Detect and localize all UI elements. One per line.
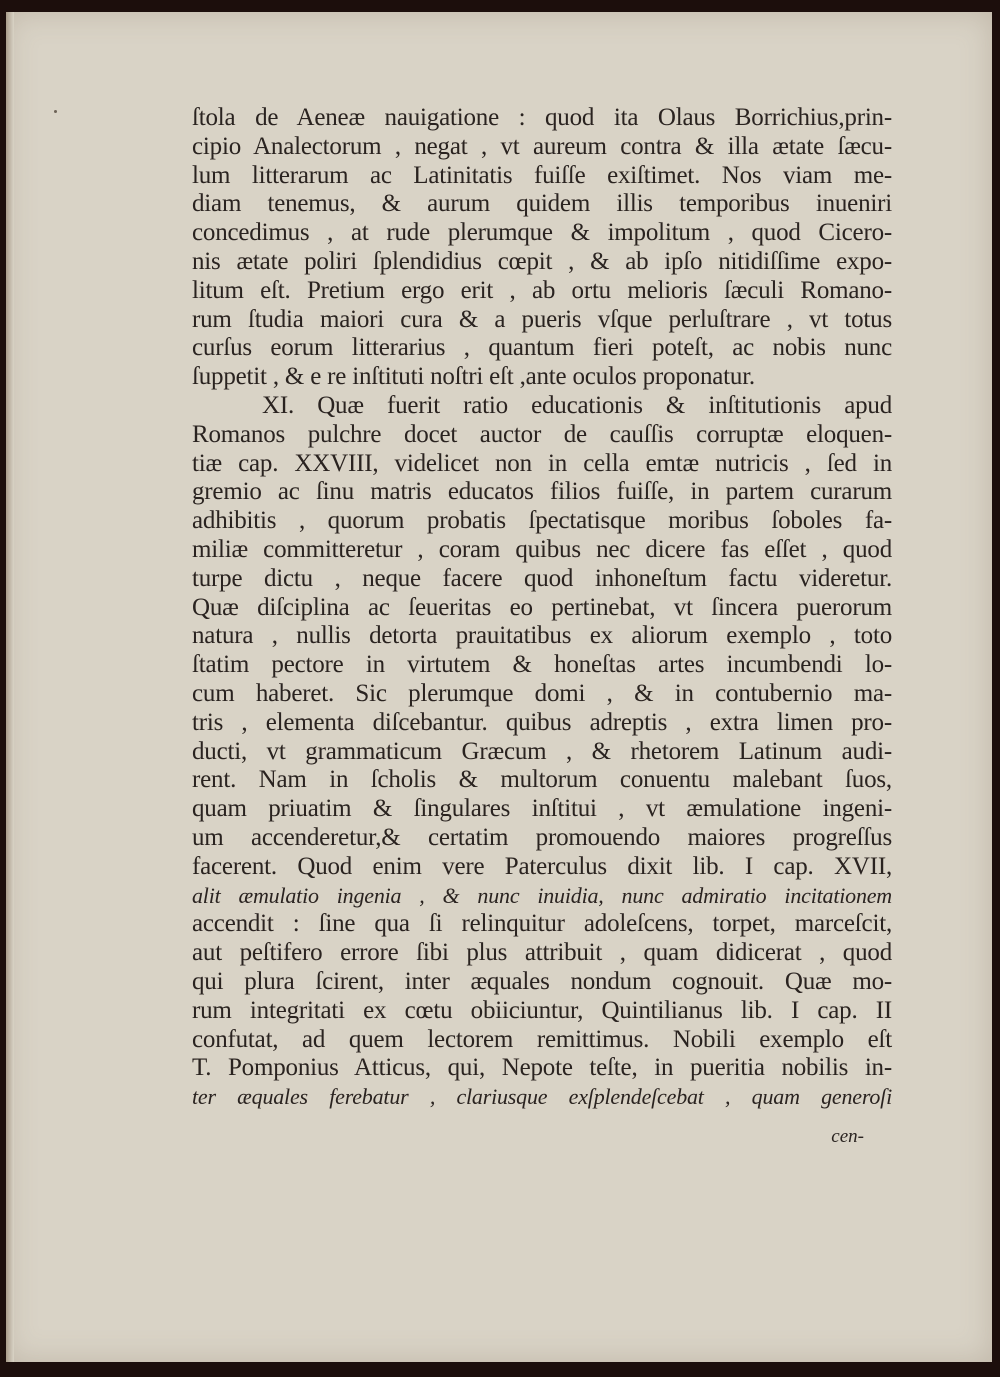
text-line: um accenderetur,& certatim promouendo maiores progreſſus [192, 823, 892, 851]
text-line: nis ætate poliri ſplendidius cœpit , & ab ipſo nitidiſſime expo- [192, 247, 892, 275]
quotation-line: alit æmulatio ingenia , & nunc inuidia, nunc admiratio incitationem [192, 882, 892, 908]
text-line: rum integritati ex cœtu obiiciuntur, Quintilianus lib. I cap. II [192, 996, 892, 1024]
text-line: Quæ diſciplina ac ſeueritas eo pertinebat, vt ſincera puerorum [192, 593, 892, 621]
text-line: cum haberet. Sic plerumque domi , & in contubernio ma- [192, 679, 892, 707]
body-text [192, 104, 892, 1112]
text-line: facerent. Quod enim vere Paterculus dixit lib. I cap. XVII, [192, 852, 892, 880]
text-line: accendit : ſine qua ſi relinquitur adoleſcens, torpet, marceſcit, [192, 910, 892, 938]
text-line: turpe dictu , neque facere quod inhoneſtum factu videretur. [192, 564, 892, 592]
quotation-line: ter æquales ferebatur , clariusque exſplendeſcebat , quam generoſi [192, 1084, 892, 1110]
text-line: natura , nullis detorta prauitatibus ex aliorum exemplo , toto [192, 622, 892, 650]
text-line: curſus eorum litterarius , quantum fieri poteſt, ac nobis nunc [192, 334, 892, 362]
catchword: cen- [831, 1126, 864, 1147]
text-line: diam tenemus, & aurum quidem illis temporibus inueniri [192, 190, 892, 218]
text-line: T. Pomponius Atticus, qui, Nepote teſte, in pueritia nobilis in- [192, 1054, 892, 1082]
text-line: adhibitis , quorum probatis ſpectatisque moribus ſoboles fa- [192, 507, 892, 535]
text-line: litum eſt. Pretium ergo erit , ab ortu melioris ſæculi Romano- [192, 276, 892, 304]
text-line: concedimus , at rude plerumque & impolitum , quod Cicero- [192, 219, 892, 247]
text-line: gremio ac ſinu matris educatos filios fuiſſe, in partem curarum [192, 478, 892, 506]
text-line: aut peſtifero errore ſibi plus attribuit , quam didicerat , quod [192, 939, 892, 967]
text-line: ſtatim pectore in virtutem & honeſtas artes incumbendi lo- [192, 651, 892, 679]
page-edge-shadow [6, 12, 14, 1362]
text-line: lum litterarum ac Latinitatis fuiſſe exiſtimet. Nos viam me- [192, 161, 892, 189]
text-line: rum ſtudia maiori cura & a pueris vſque perluſtrare , vt totus [192, 305, 892, 333]
text-line: ducti, vt grammaticum Græcum , & rhetorem Latinum audi- [192, 737, 892, 765]
text-line: ſtola de Aeneæ nauigatione : quod ita Olaus Borrichius,prin- [192, 104, 892, 131]
text-line: confutat, ad quem lectorem remittimus. Nobili exemplo eſt [192, 1025, 892, 1053]
book-page [6, 12, 992, 1362]
paper-speck [54, 110, 57, 113]
text-line: qui plura ſcirent, inter æquales nondum cognouit. Quæ mo- [192, 967, 892, 995]
text-line: tris , elementa diſcebantur. quibus adreptis , extra limen pro- [192, 708, 892, 736]
text-line: Romanos pulchre docet auctor de cauſſis corruptæ eloquen- [192, 420, 892, 448]
section-start-line: XI. Quæ fuerit ratio educationis & inſtitutionis apud [262, 391, 892, 419]
text-line: tiæ cap. XXVIII, videlicet non in cella emtæ nutricis , ſed in [192, 449, 892, 477]
text-line: quam priuatim & ſingulares inſtitui , vt æmulatione ingeni- [192, 795, 892, 823]
text-line: rent. Nam in ſcholis & multorum conuentu malebant ſuos, [192, 766, 892, 794]
text-line: ſuppetit , & e re inſtituti noſtri eſt ,ante oculos proponatur. [192, 363, 755, 391]
text-line: cipio Analectorum , negat , vt aureum contra & illa ætate ſæcu- [192, 132, 892, 160]
text-line: miliæ committeretur , coram quibus nec dicere fas eſſet , quod [192, 535, 892, 563]
